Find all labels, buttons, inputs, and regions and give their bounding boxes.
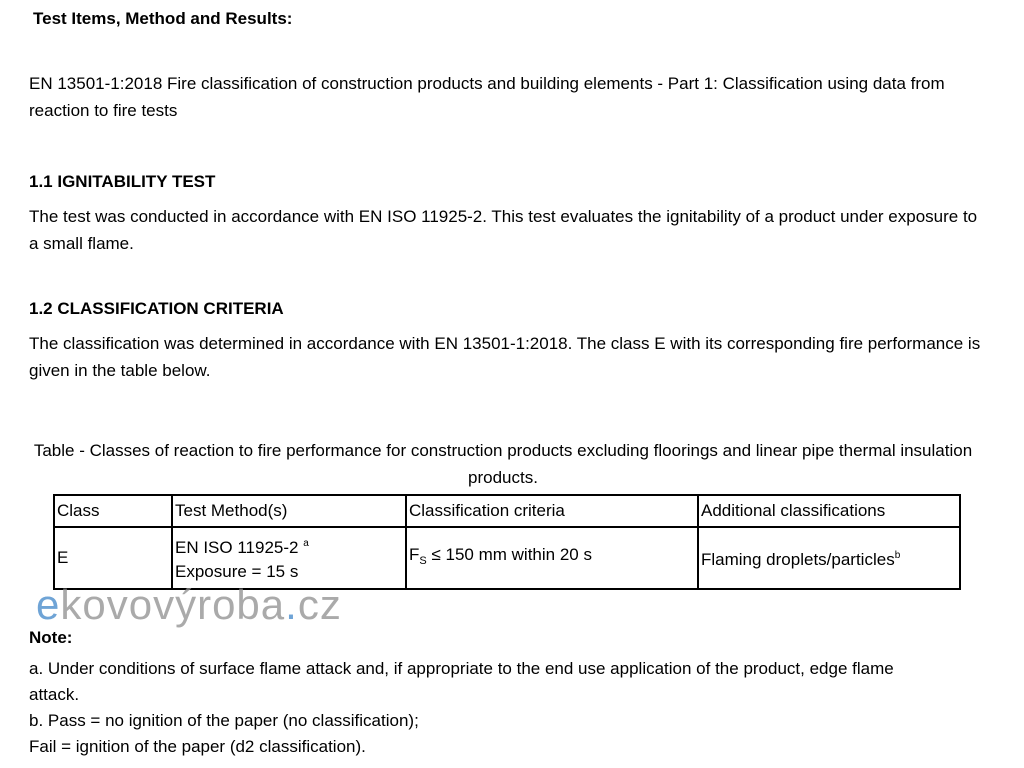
section-body-classification: The classification was determined in accordance with EN 13501-1:2018. The class E with its corresponding fire performance is given in the table below. xyxy=(29,334,981,380)
criteria-subscript: S xyxy=(419,555,427,567)
section-title-classification: 1.2 CLASSIFICATION CRITERIA xyxy=(29,299,284,318)
cell-test-methods xyxy=(172,527,406,589)
table-caption: Table - Classes of reaction to fire performance for construction products excluding floorings and linear pipe thermal insulation products. xyxy=(33,441,973,487)
method-exposure: Exposure = 15 s xyxy=(175,562,299,581)
table-row xyxy=(54,527,960,589)
cell-criteria xyxy=(406,527,698,589)
note-title: Note: xyxy=(29,628,73,647)
method-standard: EN ISO 11925-2 xyxy=(175,538,299,557)
note-a-line2: attack. xyxy=(29,685,80,704)
header-class: Class xyxy=(54,495,172,527)
criteria-symbol: F xyxy=(409,545,420,564)
note-b-line2: Fail = ignition of the paper (d2 classification). xyxy=(29,737,366,756)
classification-table xyxy=(53,494,961,590)
watermark-logo: ekovovýroba.cz xyxy=(36,581,342,628)
additional-footnote-marker: b xyxy=(894,550,901,561)
note-a-line1: a. Under conditions of surface flame attack and, if appropriate to the end use application of the product, edge flame xyxy=(29,659,894,678)
header-additional-classifications: Additional classifications xyxy=(698,495,960,527)
note-b-line1: b. Pass = no ignition of the paper (no classification); xyxy=(29,711,419,730)
table-header-row xyxy=(54,495,960,527)
additional-text: Flaming droplets/particles xyxy=(701,550,895,569)
section-title-ignitability: 1.1 IGNITABILITY TEST xyxy=(29,172,216,191)
standard-reference: EN 13501-1:2018 Fire classification of construction products and building elements - Part 1: Classification using data from reaction to fire tests xyxy=(29,74,945,120)
header-classification-criteria: Classification criteria xyxy=(406,495,698,527)
section-body-ignitability: The test was conducted in accordance with EN ISO 11925-2. This test evaluates the ignitability of a product under exposure to a small flame. xyxy=(29,207,978,253)
cell-class: E xyxy=(54,527,172,589)
page-title: Test Items, Method and Results: xyxy=(33,9,293,28)
header-test-methods: Test Method(s) xyxy=(172,495,406,527)
method-footnote-marker: a xyxy=(303,538,309,549)
cell-additional xyxy=(698,527,960,589)
criteria-text: ≤ 150 mm within 20 s xyxy=(426,545,592,564)
